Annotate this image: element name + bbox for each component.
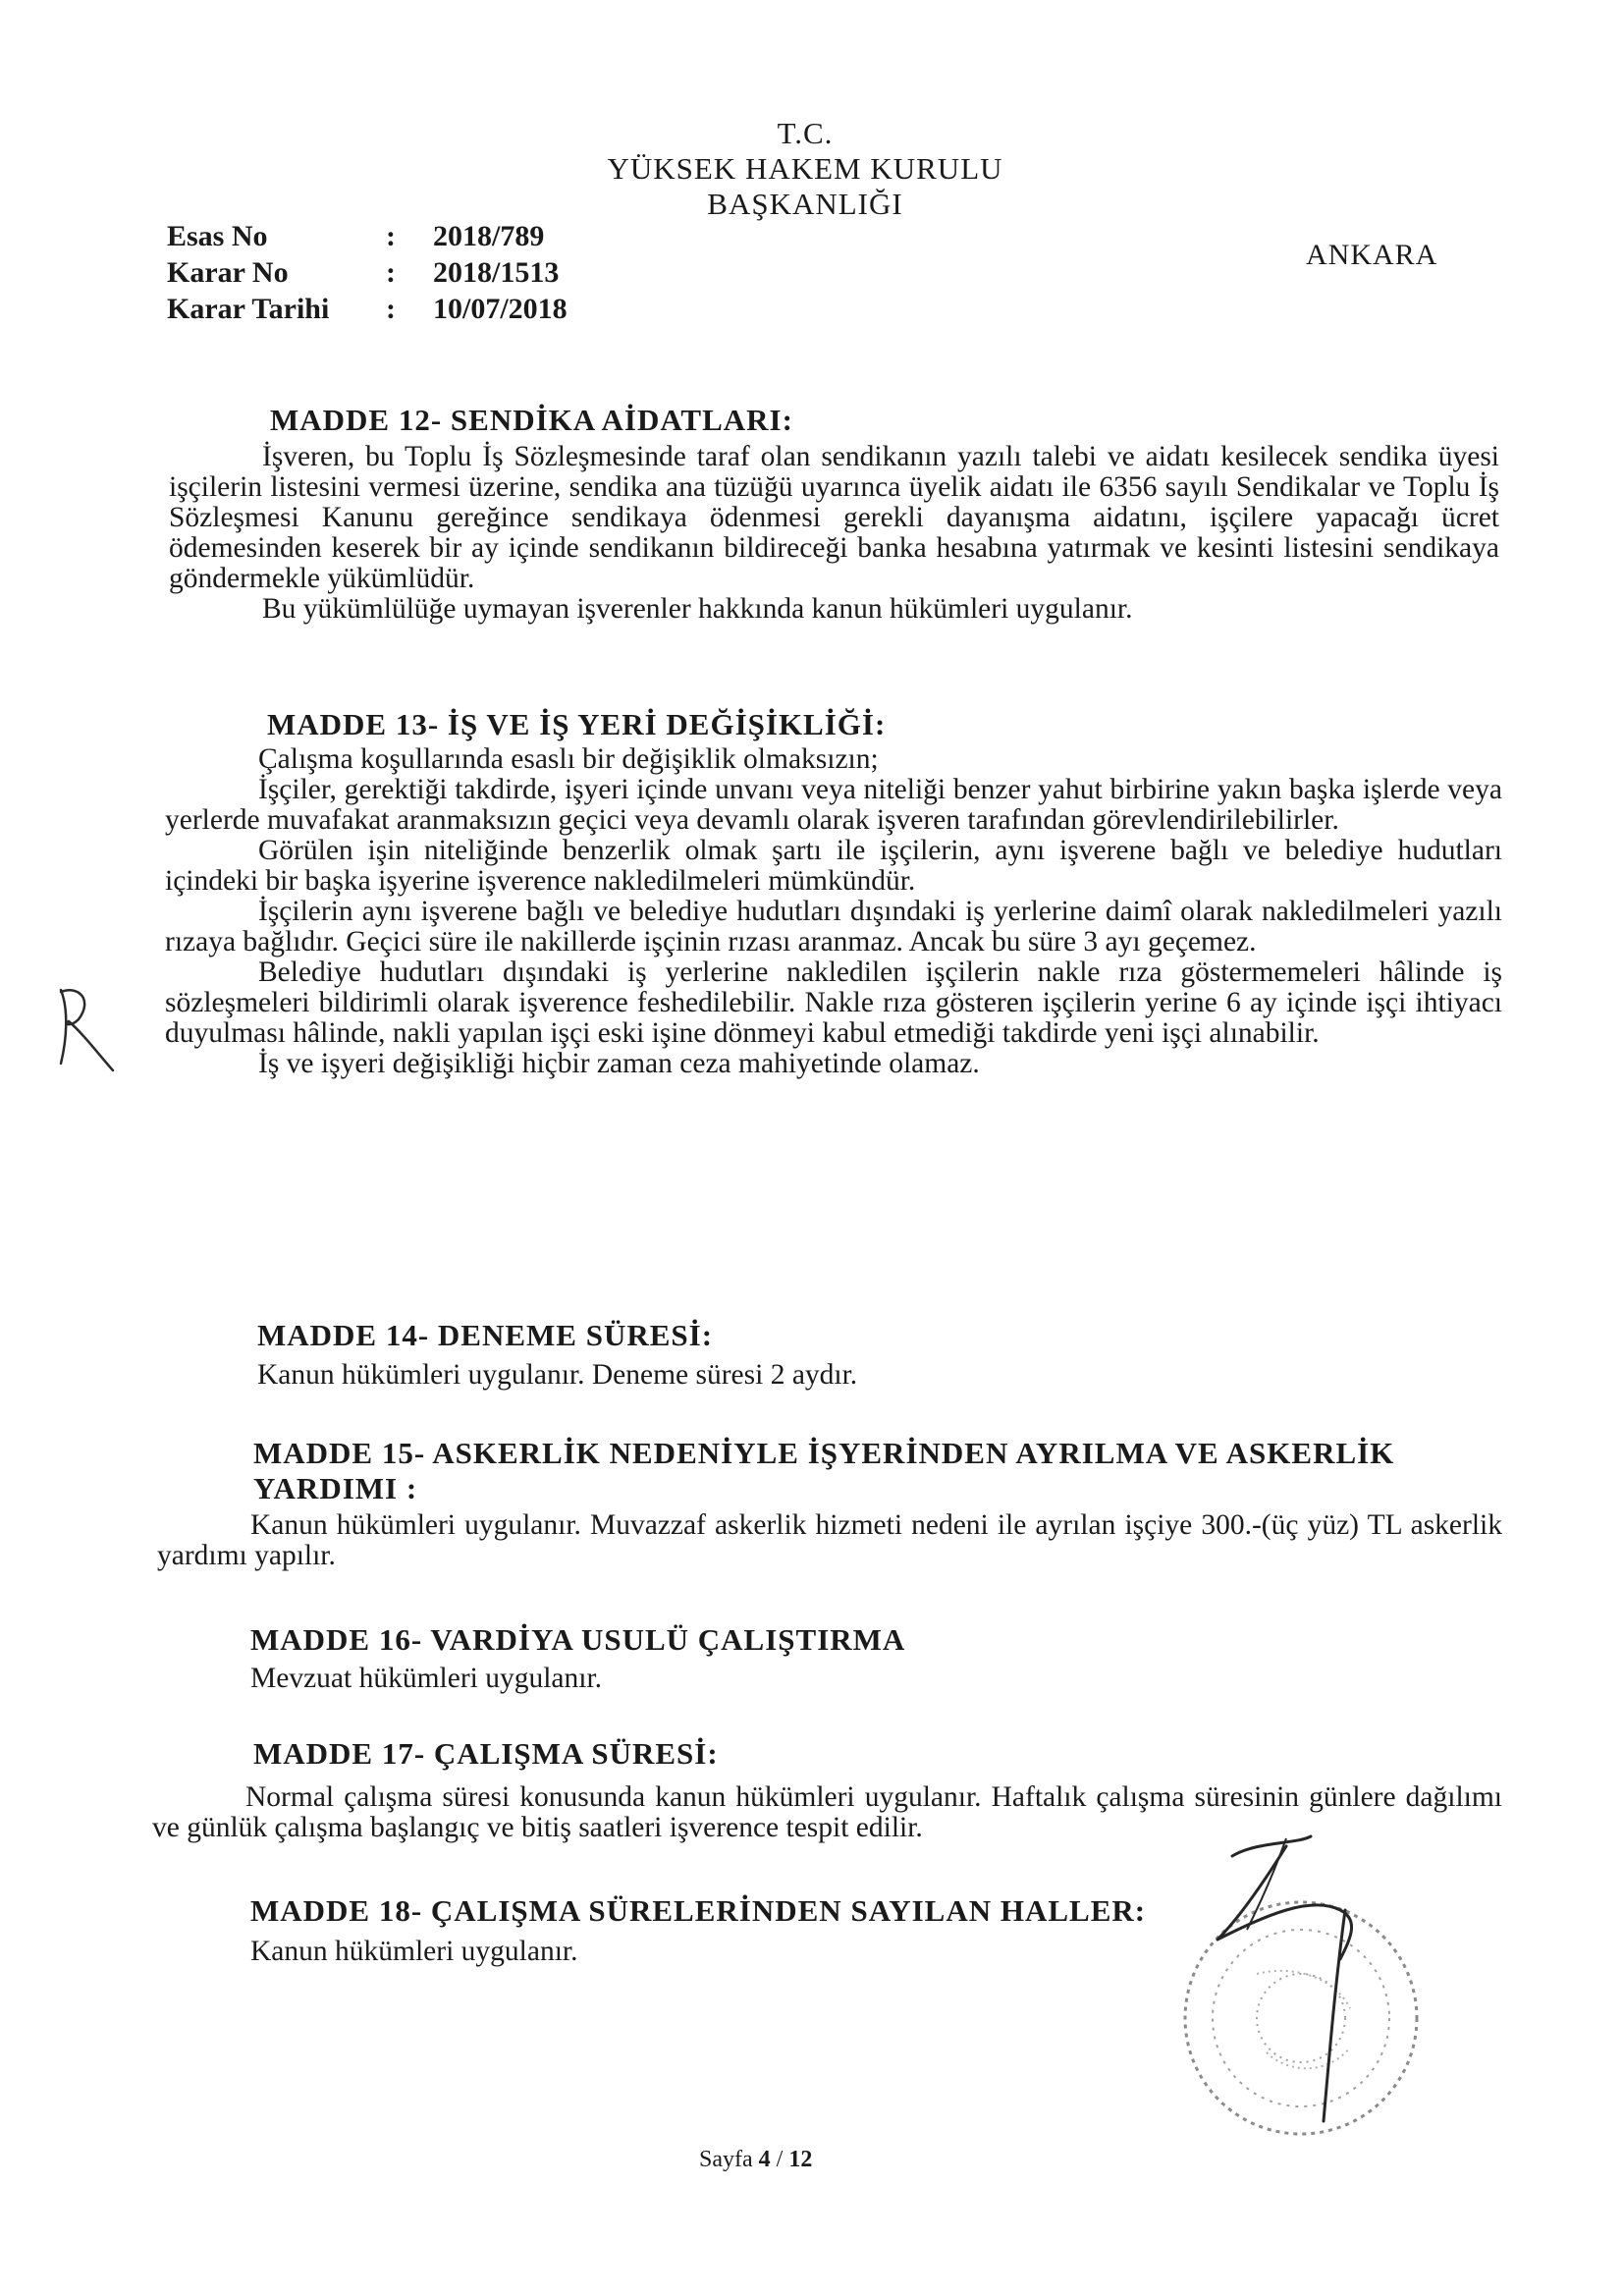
meta-label: Karar Tarihi: [167, 293, 330, 325]
paragraph: Bu yükümlülüğe uymayan işverenler hakkında kanun hükümleri uygulanır.: [262, 593, 1133, 625]
meta-sep: :: [386, 293, 396, 325]
paragraph: İşveren, bu Toplu İş Sözleşmesinde taraf olan sendikanın yazılı talebi ve aidatı kesilecek sendika üyesi işçilerin listesini vermesi üzerine, sendika ana tüzüğü uyarınca üyelik aidatı ile 6356 sayılı Sendikalar ve Toplu İş Sözleşmesi Kanunu gereğince sendikaya ödenmesi gerekli dayanışma aidatını, işçilere yapacağı ücret ödemesinden keserek bir ay içinde sendikanın bildireceği banka hesabına yatırmak ve kesinti listesini sendikaya göndermekle yükümlüdür.: [169, 441, 1499, 594]
footer-sep: /: [776, 2147, 784, 2172]
meta-label: Karar No: [167, 256, 289, 289]
meta-sep: :: [386, 256, 396, 289]
official-seal-with-signature: [1139, 1827, 1463, 2151]
page-footer: [699, 2147, 812, 2173]
paragraph: Kanun hükümleri uygulanır.: [250, 1936, 578, 1967]
section-body: [169, 442, 1499, 625]
meta-row-esas: [167, 218, 575, 254]
paragraph: İşçilerin aynı işverene bağlı ve belediye hudutları dışındaki iş yerlerine daimî olarak nakledilmeleri yazılı rızaya bağlıdır. Geçici süre ile nakillerde işçinin rızası aranmaz. Ancak bu süre 3 ayı geçemez.: [165, 896, 1502, 957]
paragraph: Mevzuat hükümleri uygulanır.: [250, 1663, 603, 1694]
section-heading: MADDE 14- DENEME SÜRESİ:: [257, 1318, 714, 1352]
section-body: [257, 1360, 1504, 1391]
header-title-block: [550, 116, 1060, 222]
meta-row-karar: [167, 254, 575, 291]
section-heading: MADDE 12- SENDİKA AİDATLARI:: [270, 403, 793, 437]
paragraph: Görülen işin niteliğinde benzerlik olmak şartı ile işçilerin, aynı işverene bağlı ve belediye hudutları içindeki bir başka işyerine işverence nakledilmeleri mümkündür.: [165, 835, 1502, 897]
section-heading: MADDE 18- ÇALIŞMA SÜRELERİNDEN SAYILAN HALLER:: [250, 1893, 1147, 1928]
meta-row-tarih: [167, 291, 575, 327]
header-presidency: BAŞKANLIĞI: [707, 187, 903, 221]
paragraph: İş ve işyeri değişikliği hiçbir zaman ceza mahiyetinde olamaz.: [258, 1048, 980, 1079]
footer-page-number: 4: [758, 2147, 771, 2172]
paragraph: İşçiler, gerektiği takdirde, işyeri içinde unvanı veya niteliği benzer yahut birbirine yakın başka işlerde veya yerlerde muvafakat aranmaksızın geçici veya devamlı olarak işveren tarafından görevlendirilebilirler.: [165, 774, 1502, 836]
section-heading: MADDE 15- ASKERLİK NEDENİYLE İŞYERİNDEN AYRILMA VE ASKERLİK YARDIMI :: [253, 1436, 1395, 1505]
meta-value: 2018/789: [433, 220, 545, 252]
section-body: [250, 1664, 1497, 1694]
meta-sep: :: [386, 220, 396, 252]
margin-initial-mark: [39, 980, 128, 1078]
paragraph: Normal çalışma süresi konusunda kanun hükümleri uygulanır. Haftalık çalışma süresinin günlere dağılımı ve günlük çalışma başlangıç ve bitiş saatleri işverence tespit edilir.: [152, 1781, 1502, 1843]
paragraph: Kanun hükümleri uygulanır. Deneme süresi 2 aydır.: [257, 1359, 858, 1391]
section-body: [250, 1937, 1232, 1967]
paragraph: Çalışma koşullarında esaslı bir değişiklik olmaksızın;: [258, 743, 879, 775]
case-meta-table: [167, 218, 575, 327]
header-institution: YÜKSEK HAKEM KURULU: [607, 151, 1003, 186]
section-heading: MADDE 17- ÇALIŞMA SÜRESİ:: [253, 1736, 719, 1771]
header-city: ANKARA: [1306, 239, 1438, 271]
paragraph: Belediye hudutları dışındaki iş yerlerine nakledilen işçilerin nakle rıza göstermemeleri hâlinde iş sözleşmeleri bildirimli olarak işverence feshedilebilir. Nakle rıza gösteren işçilerin yerine 6 ay içinde işçi ihtiyacı duyulması hâlinde, nakli yapılan işçi eski işine dönmeyi kabul etmediği takdirde yeni işçi alınabilir.: [165, 957, 1502, 1049]
meta-value: 2018/1513: [433, 256, 560, 289]
meta-value: 10/07/2018: [433, 293, 568, 325]
meta-label: Esas No: [167, 220, 268, 252]
footer-prefix: Sayfa: [699, 2147, 753, 2172]
section-body: [165, 744, 1502, 1079]
section-heading: MADDE 13- İŞ VE İŞ YERİ DEĞİŞİKLİĞİ:: [267, 707, 887, 741]
header-tc: T.C.: [777, 116, 834, 150]
footer-page-total: 12: [788, 2147, 813, 2172]
paragraph: Kanun hükümleri uygulanır. Muvazzaf askerlik hizmeti nedeni ile ayrılan işçiye 300.-(üç yüz) TL askerlik yardımı yapılır.: [157, 1509, 1502, 1571]
section-body: [157, 1510, 1502, 1571]
section-heading: MADDE 16- VARDİYA USULÜ ÇALIŞTIRMA: [250, 1622, 906, 1657]
